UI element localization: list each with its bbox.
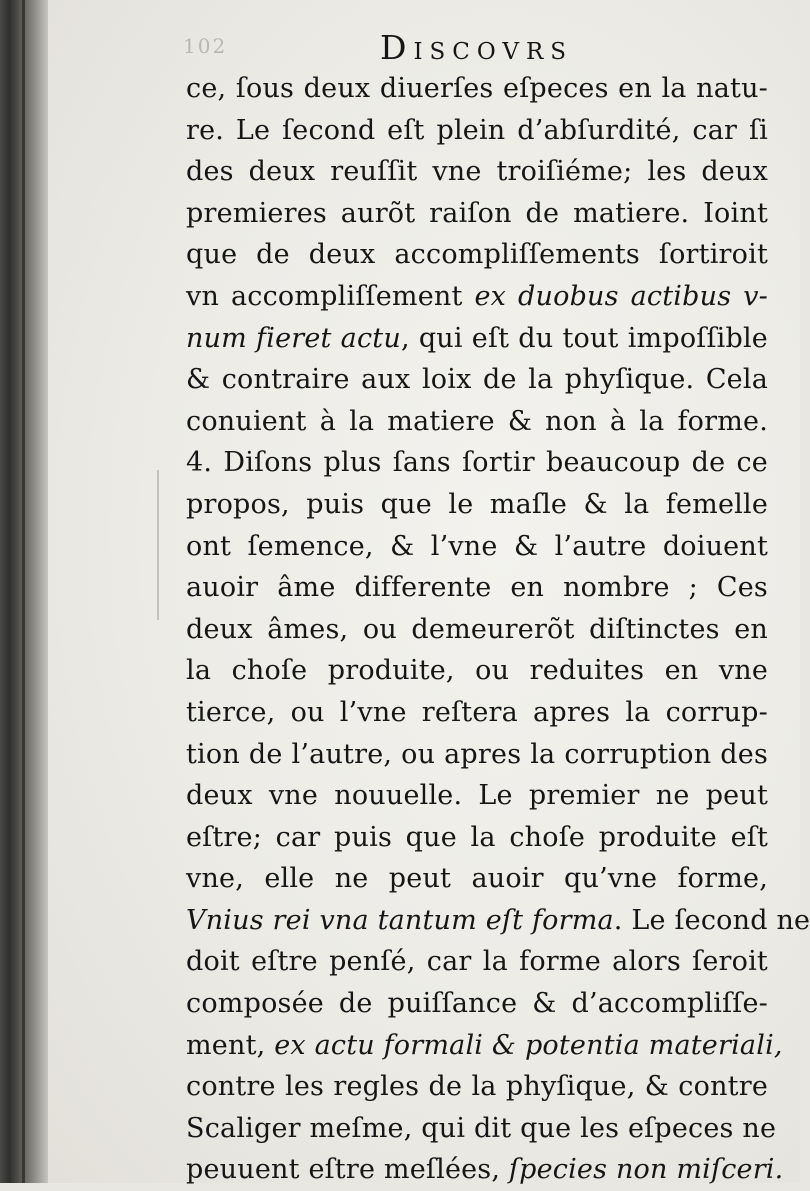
body-text (186, 68, 810, 1191)
text-line (186, 234, 768, 276)
text-segment: & contraire aux loix de la phyſique. Cela (186, 364, 768, 396)
latin-quotation: ex actu formali & potentia materiali, (274, 1029, 783, 1061)
text-line (186, 359, 768, 401)
text-segment: tion de l’autre, ou apres la corruption des (186, 738, 768, 770)
text-segment: tierce, ou l’vne reſtera apres la corrup- (186, 696, 768, 728)
text-line (186, 1066, 768, 1108)
text-segment: vn accompliſſement (186, 280, 475, 312)
text-line (186, 858, 768, 900)
text-segment: auoir âme differente en nombre ; Ces (186, 572, 768, 604)
text-line (186, 734, 768, 776)
text-line (186, 526, 768, 568)
text-line (186, 567, 768, 609)
text-segment: Scaliger meſme, qui dit que les eſpeces ne (186, 1112, 777, 1144)
text-segment: doit eſtre penſé, car la forme alors ſeroit (186, 946, 768, 978)
text-line (186, 692, 768, 734)
text-line (186, 318, 768, 360)
text-line (186, 193, 768, 235)
text-segment: la choſe produite, ou reduites en vne (186, 655, 768, 687)
text-segment: ment, (186, 1029, 275, 1061)
text-line (186, 650, 768, 692)
text-line (186, 900, 810, 942)
text-line (186, 68, 768, 110)
text-line (186, 1108, 777, 1150)
text-segment: que de deux accompliſſements ſortiroit (186, 239, 768, 271)
text-segment: deux vne nouuelle. Le premier ne peut (186, 780, 768, 812)
text-line (186, 151, 768, 193)
text-line (186, 775, 768, 817)
text-segment: premieres aurõt raiſon de matiere. Ioint (186, 197, 768, 229)
text-line (186, 276, 768, 318)
text-segment: deux âmes, ou demeurerõt diſtinctes en (186, 613, 768, 645)
latin-quotation: Vnius rei vna tantum eſt forma (186, 904, 614, 936)
text-segment: 4. Diſons plus ſans ſortir beaucoup de ce (186, 447, 768, 479)
text-segment: peuuent eſtre meſlées, (186, 1154, 509, 1186)
book-binding-gutter (0, 0, 48, 1183)
running-head: Discovrs (380, 28, 574, 67)
text-segment: des deux reuſſit vne troiſiéme; les deux (186, 156, 768, 188)
margin-pencil-mark (157, 470, 159, 620)
text-segment: vne, elle ne peut auoir qu’vne forme, (186, 863, 768, 895)
text-segment: , qui eſt du tout impoſſible (400, 322, 768, 354)
text-line (186, 442, 768, 484)
latin-quotation: ſpecies non miſceri. (508, 1154, 784, 1186)
text-line (186, 609, 768, 651)
text-line (186, 941, 768, 983)
text-segment: conuient à la matiere & non à la forme. (186, 405, 768, 437)
text-line (186, 1025, 783, 1067)
text-line (186, 484, 768, 526)
text-segment: re. Le ſecond eſt plein d’abſurdité, car ſi (186, 114, 768, 146)
text-line (186, 401, 768, 443)
text-segment: composée de puiſſance & d’accompliſſe- (186, 988, 768, 1020)
text-segment: eſtre; car puis que la choſe produite eſt (186, 821, 768, 853)
text-segment: propos, puis que le maſle & la femelle (186, 488, 768, 520)
text-line (186, 817, 768, 859)
text-segment: . Le ſecond ne (613, 904, 810, 936)
text-line (186, 983, 768, 1025)
page-number: 102 (183, 34, 228, 58)
latin-quotation: ex duobus actibus v- (474, 280, 768, 312)
latin-quotation: num fieret actu (186, 322, 401, 354)
text-line (186, 110, 768, 152)
text-segment: ont ſemence, & l’vne & l’autre doiuent (186, 530, 768, 562)
text-segment: ce, ſous deux diuerſes eſpeces en la natu- (186, 73, 768, 104)
text-segment: contre les regles de la phyſique, & contre (186, 1071, 768, 1103)
text-line (186, 1149, 784, 1191)
